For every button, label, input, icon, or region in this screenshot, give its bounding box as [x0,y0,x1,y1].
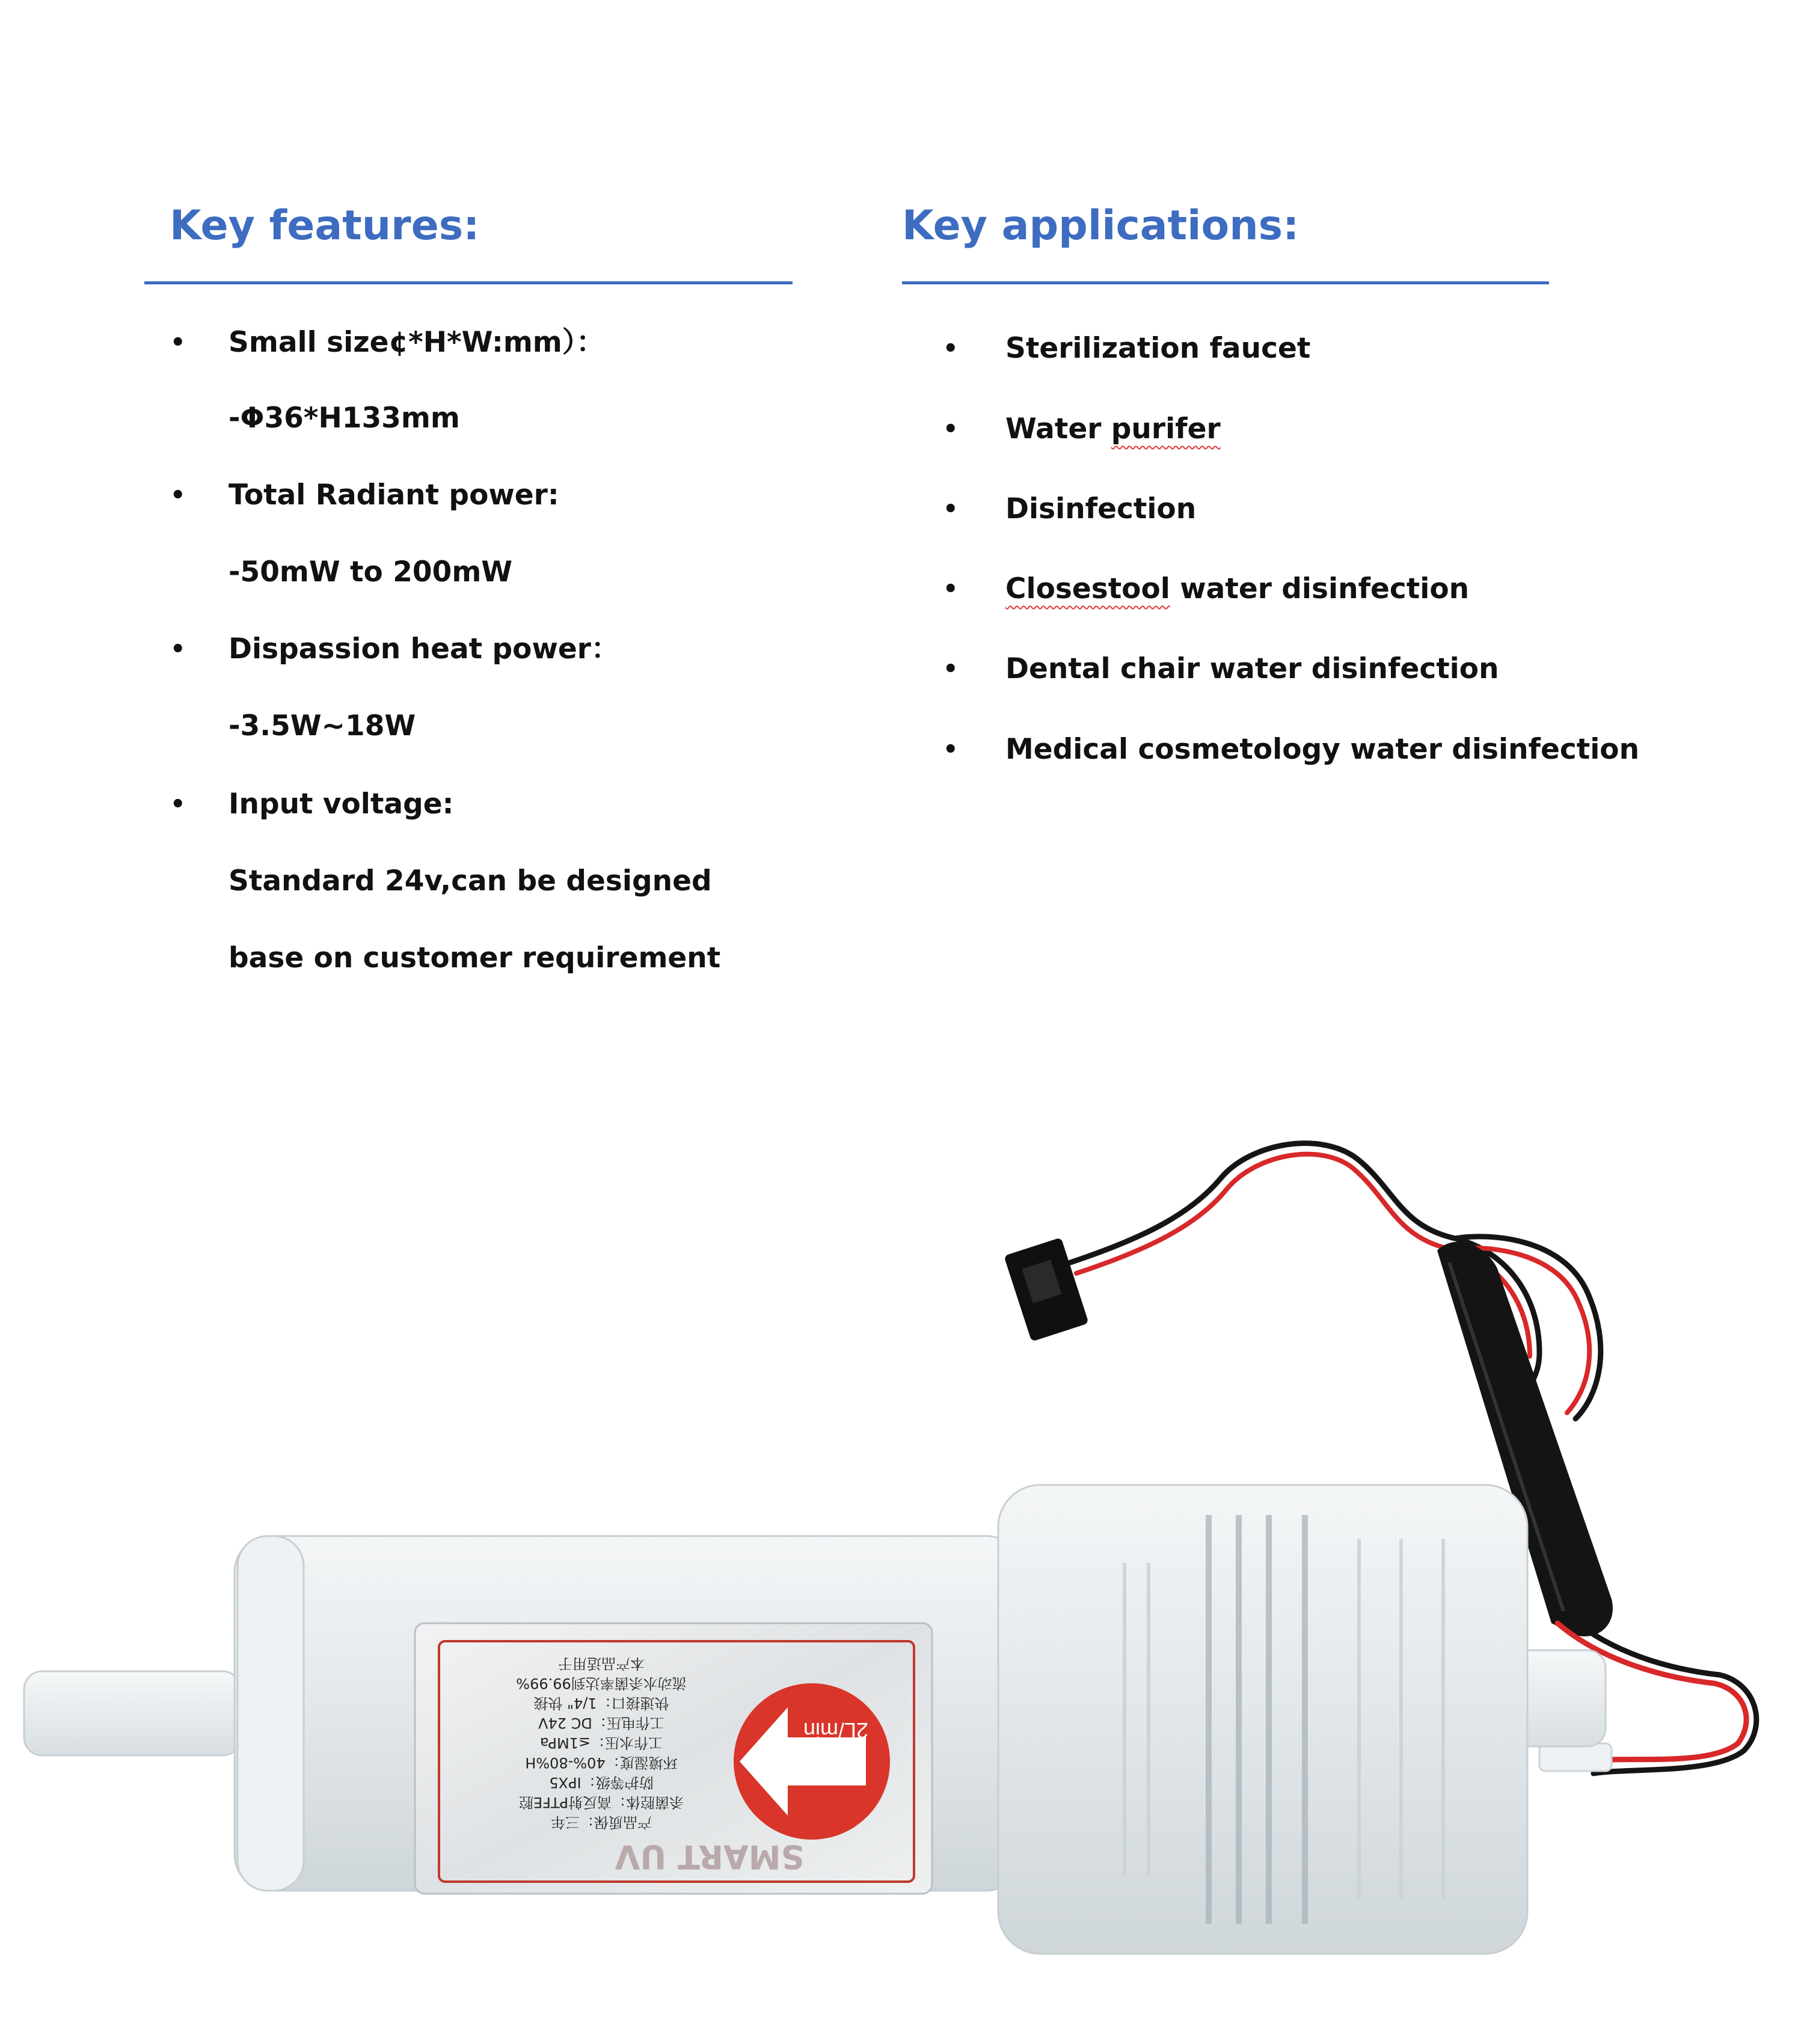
label-line: 防护等级：IPX5 [549,1774,654,1791]
label-line: 流动水杀菌率达到99.99% [516,1675,687,1692]
product-label [415,1623,932,1894]
spellcheck-mark: Closestool [1005,572,1170,605]
label-line: 产品质保：三年 [551,1814,652,1831]
label-line: 工作电压：DC 24V [538,1715,664,1731]
bullet-icon: • [943,575,959,603]
end-cap [238,1536,304,1891]
label-line: 本产品适用于 [558,1655,645,1672]
applications-list: • Sterilization faucet • Water purifer • Disinfection • Closestool water disinfection • Dental chair water disinfection • Medical cosmetology water disinfection [943,0,1785,782]
bullet-icon: • [943,655,959,683]
bullet-icon: • [170,791,186,818]
bullet-icon: • [170,635,186,663]
inlet-pipe [24,1671,241,1755]
bullet-icon: • [943,335,959,363]
label-line: 杀菌腔体：高反射PTFE腔 [518,1794,684,1811]
brand-name: SMART UV [615,1838,805,1876]
connector-plug [1004,1237,1088,1342]
bullet-icon: • [943,736,959,763]
label-line: 快速接口：1/4" 快接 [533,1695,669,1712]
bullet-icon: • [943,415,959,443]
label-line: 环境湿度：40%-80%H [525,1754,678,1771]
product-image [0,1094,1804,2044]
sterilization-chamber [998,1485,1527,1954]
bullet-icon: • [170,482,186,509]
features-list: • Small size¢*H*W:mm）： -Φ36*H133mm • Total Radiant power: -50mW to 200mW • Dispassion heat power： -3.5W~18W • Input voltage: Standard 24v,can be designed base on customer requirement [170,326,721,975]
spellcheck-mark: purifer [1111,412,1221,445]
applications-heading: Key applications: [902,202,1299,249]
flow-rate: 2L/min [803,1718,869,1743]
bullet-icon: • [943,495,959,523]
label-line: 工作水压：≤1MPa [539,1734,663,1751]
bullet-icon: • [170,329,186,356]
features-heading: Key features: [170,202,480,249]
